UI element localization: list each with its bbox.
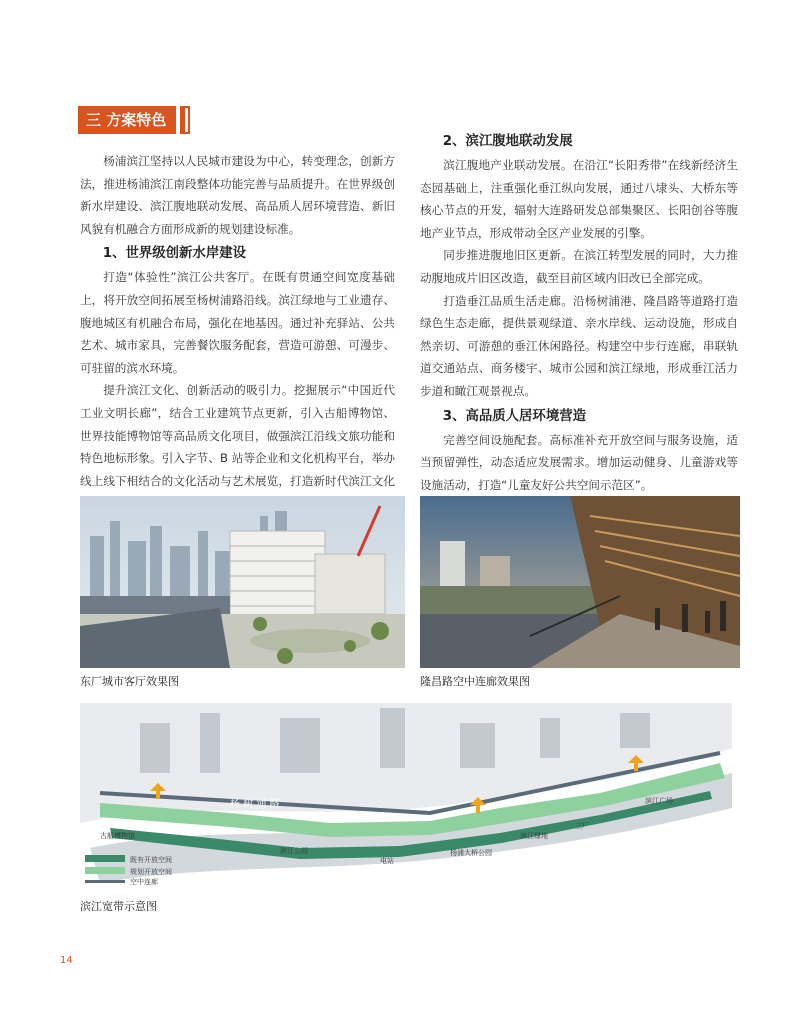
section-mark-icon [180,106,190,134]
section-header [78,104,190,136]
left-column [80,150,395,515]
heading-2: 2、滨江腹地联动发展 [442,134,573,149]
map-label-6: 三厂 [575,822,589,830]
caption-photo2: 隆昌路空中连廊效果图 [420,675,530,688]
legend-item-3: 空中连廊 [130,878,158,886]
paragraph-1-2: 提升滨江文化、创新活动的吸引力。挖掘展示“中国近代工业文明长廊”，结合工业建筑节点更新，引入古船博物馆、世界技能博物馆等高品质文化项目，做强滨江沿线文旅功能和特色地标形象。引入字节、B 站等企业和文化机构平台，举办线上线下相结合的文化活动与艺术展览，打造新时代滨江文化 [80,383,395,488]
map-label-2: 滨江公园 [280,847,308,855]
legend-item-1: 既有开放空间 [130,856,172,864]
legend-item-2: 规划开放空间 [130,868,172,876]
paragraph-2-3: 打造垂江品质生活走廊。沿杨树浦港、隆昌路等道路打造绿色生态走廊，提供景观绿道、亲水岸线、运动设施，形成自然亲切、可游憩的垂江休闲路径。构建空中步行连廊，串联轨道交通站点、商务楼宇、城市公园和滨江绿地，形成垂江活力步道和瞰江观景视点。 [420,293,738,398]
paragraph-1-1: 打造“体验性”滨江公共客厅。在既有贯通空间宽度基础上，将开放空间拓展至杨树浦路沿线。滨江绿地与工业遗存、腹地城区有机融合布局，强化在地基因。通过补充驿站、公共艺术、城市家具，完善餐饮服务配套，营造可游憩、可漫步、可驻留的滨水环境。 [80,270,395,375]
map-road-label: 杨 树 浦 路 [230,799,280,810]
map-label-7: 滨江广场 [645,797,673,805]
section-title: 方案特色 [106,111,167,129]
map-label-1: 古船博物馆 [100,832,135,840]
photo-skywalk [420,496,740,668]
paragraph-2-2: 同步推进腹地旧区更新。在滨江转型发展的同时，大力推动腹地成片旧区改造，截至目前区域内旧改已全部完成。 [420,248,738,285]
section-number: 三 [86,111,102,129]
right-column [420,128,738,496]
paragraph-3-1: 完善空间设施配套。高标准补充开放空间与服务设施，适当预留弹性，动态适应发展需求。增加运动健身、儿童游戏等设施活动，打造“儿童友好公共空间示范区”。 [420,432,738,492]
map-label-4: 杨浦大桥公园 [450,849,492,857]
waterfront-map [80,703,732,893]
caption-photo1: 东厂城市客厅效果图 [80,675,179,688]
heading-3: 3、高品质人居环境营造 [442,408,586,424]
map-label-5: 滨江绿地 [520,832,548,840]
map-label-3: 电站 [380,857,394,865]
heading-1: 1、世界级创新水岸建设 [102,246,246,262]
section-tab [78,106,176,134]
photo-east-factory [80,496,405,668]
caption-map: 滨江宽带示意图 [80,900,157,913]
intro-paragraph: 杨浦滨江坚持以人民城市建设为中心，转变理念，创新方法，推进杨浦滨江南段整体功能完善与品质提升。在世界级创新水岸建设、滨江腹地联动发展、高品质人居环境营造、新旧风貌有机融合方面形成新的规划建设标准。 [80,154,395,236]
page-number: 14 [60,955,73,966]
paragraph-2-1: 滨江腹地产业联动发展。在沿江“长阳秀带”在线新经济生态园基础上，注重强化垂江纵向发展，通过八埭头、大桥东等核心节点的开发，辐射大连路研发总部集聚区、长阳创谷等腹地产业节点，形成带动全区产业发展的引擎。 [420,158,738,240]
